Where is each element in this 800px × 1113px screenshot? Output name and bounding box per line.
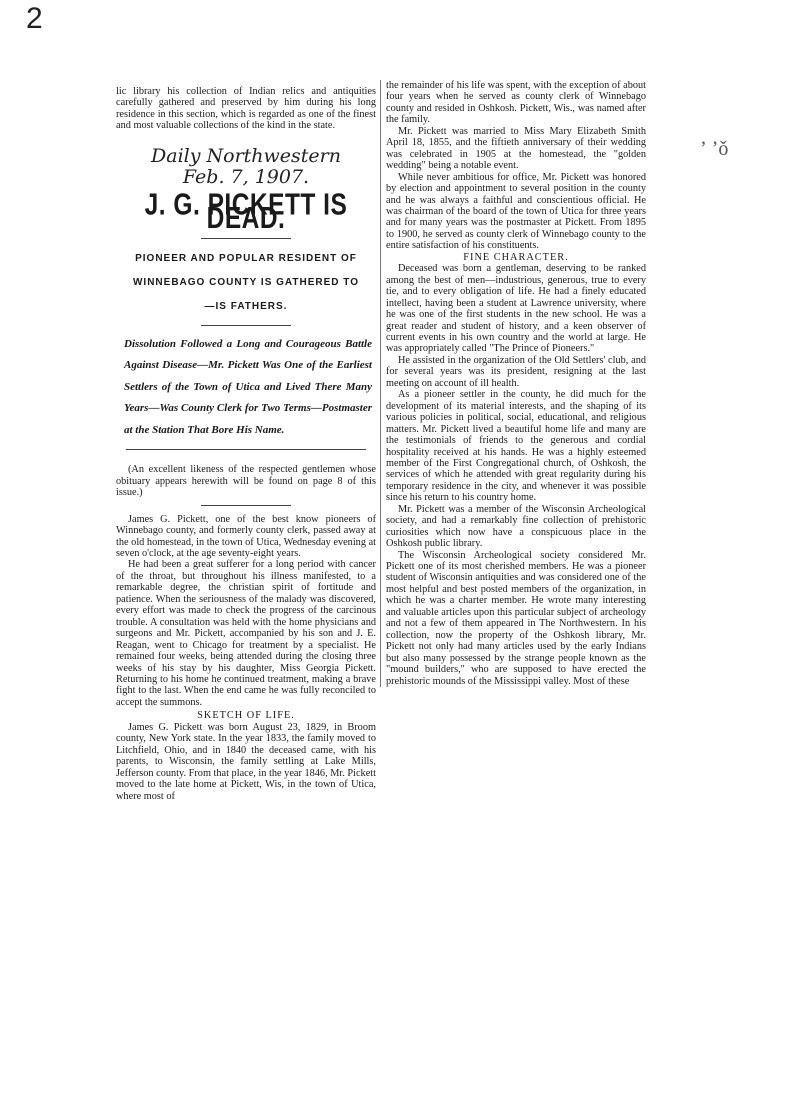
body-paragraph: While never ambitious for office, Mr. Pickett was honored by election and appointment to several position in the county and he was always a faithful and conscientious official. He was chairman of the board of the town of Utica for three years and for many years was the postmaster at Pickett. From 1895 to 1900, he served as county clerk of Winnebago county to the entire satisfaction of his constituents. [386, 171, 646, 252]
subdeck: PIONEER AND POPULAR RESIDENT OF WINNEBAGO COUNTY IS GATHERED TO —IS FATHERS. [132, 252, 359, 312]
body-paragraph: He had been a great sufferer for a long period with cancer of the throat, but throughout his illness manifested, to a remarkable degree, the christian spirit of fortitude and patience. When the seriousness of the malady was discovered, every effort was made to check the progress of the carcinous trouble. A consultation was held with the home physicians and surgeons and Mr. Pickett, accompanied by his son and J. E. Reagan, went to Chicago for treatment by a specialist. He remained four weeks, being attended during the closing three weeks of his stay by his daughter, Miss Georgia Pickett. Returning to his home he continued treatment, making a brave fight to the last. When the end came he was fully reconciled to accept the summons. [116, 559, 376, 708]
intro-paragraph: lic library his collection of Indian relics and antiquities carefully gathered and preserved by him during his long residence in this section, which is regarded as one of the finest and most valuable collections of the kind in the state. [116, 86, 376, 132]
body-paragraph: Mr. Pickett was a member of the Wisconsin Archeological society, and had a remarkably fine collection of prehistoric curiosities which now have a conspicuous place in the Oshkosh public library. [386, 503, 646, 550]
body-paragraph: He assisted in the organization of the Old Settlers' club, and for several years was its president, resigning at the last meeting on account of ill health. [386, 354, 646, 389]
right-column [386, 80, 646, 687]
body-paragraph: The Wisconsin Archeological society considered Mr. Pickett one of its most cherished members. He was a pioneer student of Wisconsin antiquities and was considered one of the most helpful and best posted members of the organization, in which he was a charter member. He wrote many interesting and valuable articles upon this particular subject of archeology and not a few of them appeared in The Northwestern. In his collection, now the property of the Oshkosh library, Mr. Pickett not only had many articles used by the early Indians but also many possessed by the strange people known as the "mound builders," who are supposed to have erected the prehistoric mounds of the Mississippi valley. Most of these [386, 549, 646, 687]
margin-marks: ʼ ʼǒ [700, 138, 729, 160]
body-paragraph: the remainder of his life was spent, with the exception of about four years when he served as county clerk of Winnebago county and resided in Oshkosh. Pickett, Wis., was named after the family. [386, 80, 646, 126]
body-paragraph: James G. Pickett, one of the best know pioneers of Winnebago county, and formerly county clerk, passed away at the old homestead, in the town of Utica, Wednesday evening at seven o'clock, at the age seventy-eight years. [116, 513, 376, 560]
sketch-subhead: SKETCH OF LIFE. [197, 710, 295, 722]
handwritten-dateline [116, 146, 376, 188]
page-number: 2 [26, 2, 43, 35]
body-paragraph: As a pioneer settler in the county, he did much for the development of its material interests, and the shaping of its various policies in political, social, educational, and religious matters. Mr. Pickett lived a beautiful home life and many are the testimonials of friends to the generous and cordial hospitality received at his hands. He was a highly esteemed member of the First Congregational church, of Oshkosh, the services of which he attended with great regularity during his temporary residence in the city, and whenever it was possible since his return to his country home. [386, 389, 646, 504]
editor-note: (An excellent likeness of the respected gentlemen whose obituary appears herewith will be found on page 8 of this issue.) [116, 464, 376, 499]
divider [201, 325, 291, 326]
body-paragraph: Deceased was born a gentleman, deserving to be ranked among the best of men—industrious, generous, true to every tie, and to every obligation of life. He had a finely educated intellect, having been a student at Lawrence university, where he was one of the first students in the new school. He was a great reader and student of history, and a keen observer of current events in his own country and the world at large. He was appropriately called "The Prince of Pioneers." [386, 263, 646, 355]
summary-deck: Dissolution Followed a Long and Courageous Battle Against Disease—Mr. Pickett Was One of the Earliest Settlers of the Town of Utica and Lived There Many Years—Was County Clerk for Two Terms—Postmaster at the Station That Bore His Name. [124, 337, 372, 436]
divider [126, 449, 366, 450]
body-paragraph: James G. Pickett was born August 23, 1829, in Broom county, New York state. In the year 1833, the family moved to Litchfield, Ohio, and in 1840 the deceased came, with his parents, to Wisconsin, the family settling at Lake Mills, Jefferson county. From that place, in the year 1846, Mr. Pickett moved to the late home at Pickett, Wis, in the town of Utica, where most of [116, 721, 376, 802]
body-paragraph: Mr. Pickett was married to Miss Mary Elizabeth Smith April 18, 1855, and the fiftieth anniversary of their wedding was celebrated in 1905 at the homestead, the "golden wedding" being a notable event. [386, 125, 646, 172]
left-column [116, 86, 376, 802]
handwritten-paper-name: Daily Northwestern [151, 144, 341, 167]
headline: J. G. PICKETT IS DEAD. [144, 187, 348, 236]
handwritten-date: Feb. 7, 1907. [182, 165, 310, 188]
character-subhead: FINE CHARACTER. [463, 251, 569, 263]
divider [201, 505, 291, 506]
